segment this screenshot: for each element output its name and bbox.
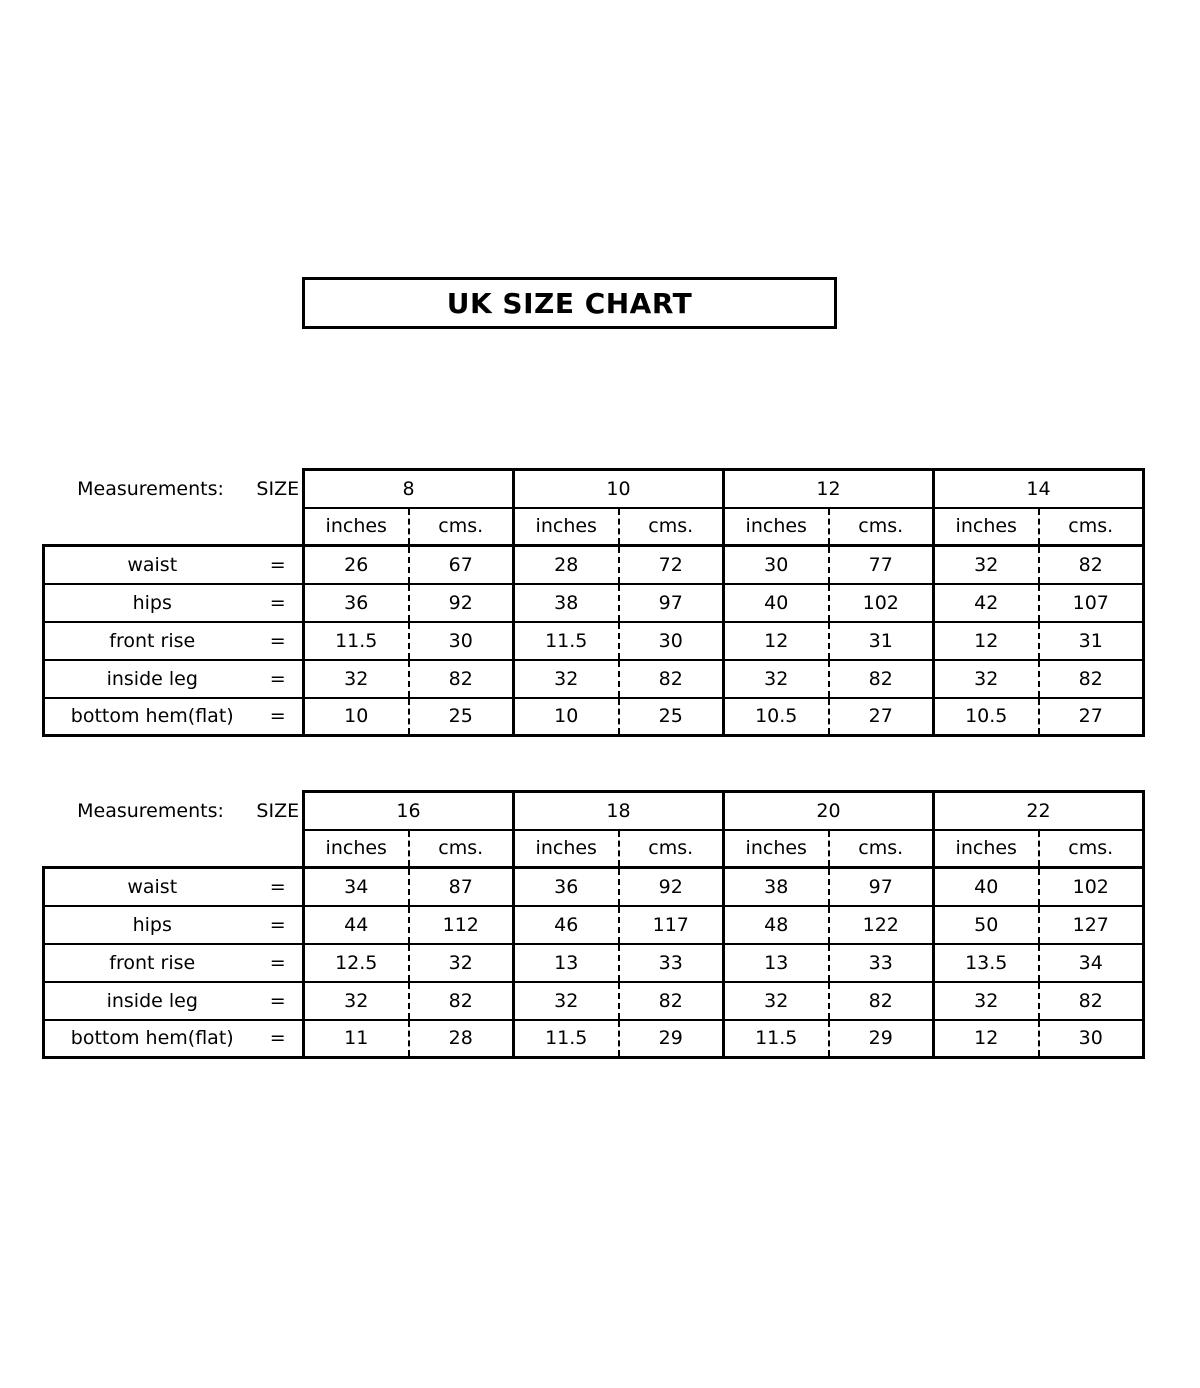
- value-cms: 82: [1039, 546, 1144, 584]
- equals-sign: =: [254, 546, 304, 584]
- table-row: [44, 660, 1144, 698]
- value-inches: 32: [724, 982, 829, 1020]
- value-inches: 36: [514, 868, 619, 906]
- value-cms: 117: [619, 906, 724, 944]
- measurement-label: front rise: [44, 944, 254, 982]
- table-row: [44, 1020, 1144, 1058]
- value-cms: 67: [409, 546, 514, 584]
- unit-header-inches: inches: [304, 508, 409, 546]
- spacer-cell: [254, 830, 304, 868]
- value-cms: 82: [409, 660, 514, 698]
- value-cms: 30: [619, 622, 724, 660]
- value-inches: 12: [934, 622, 1039, 660]
- measurement-label: inside leg: [44, 982, 254, 1020]
- value-inches: 12.5: [304, 944, 409, 982]
- value-cms: 82: [619, 982, 724, 1020]
- value-inches: 11.5: [514, 1020, 619, 1058]
- equals-sign: =: [254, 1020, 304, 1058]
- unit-header-cms: cms.: [1039, 830, 1144, 868]
- value-inches: 12: [724, 622, 829, 660]
- value-inches: 28: [514, 546, 619, 584]
- size-number-cell: 22: [934, 792, 1144, 830]
- value-inches: 11.5: [724, 1020, 829, 1058]
- value-inches: 10: [514, 698, 619, 736]
- spacer-cell: [44, 508, 254, 546]
- value-cms: 34: [1039, 944, 1144, 982]
- value-cms: 87: [409, 868, 514, 906]
- equals-sign: =: [254, 906, 304, 944]
- size-header-row: [44, 470, 1144, 508]
- value-cms: 97: [829, 868, 934, 906]
- table-row: [44, 622, 1144, 660]
- value-inches: 13.5: [934, 944, 1039, 982]
- value-cms: 107: [1039, 584, 1144, 622]
- value-cms: 82: [829, 660, 934, 698]
- value-cms: 72: [619, 546, 724, 584]
- equals-sign: =: [254, 584, 304, 622]
- unit-header-cms: cms.: [409, 830, 514, 868]
- value-inches: 42: [934, 584, 1039, 622]
- value-cms: 33: [619, 944, 724, 982]
- value-cms: 102: [829, 584, 934, 622]
- size-chart-table: [42, 468, 1145, 737]
- value-cms: 28: [409, 1020, 514, 1058]
- measurement-label: hips: [44, 906, 254, 944]
- value-cms: 82: [409, 982, 514, 1020]
- value-inches: 13: [514, 944, 619, 982]
- value-inches: 38: [724, 868, 829, 906]
- unit-header-row: [44, 830, 1144, 868]
- value-inches: 13: [724, 944, 829, 982]
- value-inches: 44: [304, 906, 409, 944]
- size-number-cell: 20: [724, 792, 934, 830]
- equals-sign: =: [254, 982, 304, 1020]
- size-number-cell: 12: [724, 470, 934, 508]
- size-table-block-2: [42, 790, 1142, 1059]
- unit-header-cms: cms.: [829, 508, 934, 546]
- value-inches: 36: [304, 584, 409, 622]
- equals-sign: =: [254, 660, 304, 698]
- measurements-header: Measurements:: [77, 477, 224, 500]
- measurement-label: hips: [44, 584, 254, 622]
- size-number-cell: 10: [514, 470, 724, 508]
- value-inches: 32: [514, 982, 619, 1020]
- value-inches: 40: [934, 868, 1039, 906]
- value-cms: 33: [829, 944, 934, 982]
- value-cms: 27: [1039, 698, 1144, 736]
- size-number-cell: 8: [304, 470, 514, 508]
- value-cms: 92: [409, 584, 514, 622]
- value-cms: 82: [829, 982, 934, 1020]
- value-inches: 11: [304, 1020, 409, 1058]
- measurements-header: Measurements:: [77, 799, 224, 822]
- size-number-cell: 16: [304, 792, 514, 830]
- value-cms: 27: [829, 698, 934, 736]
- value-inches: 32: [934, 660, 1039, 698]
- value-inches: 40: [724, 584, 829, 622]
- value-inches: 32: [934, 982, 1039, 1020]
- value-inches: 32: [304, 982, 409, 1020]
- unit-header-row: [44, 508, 1144, 546]
- measurement-label: bottom hem(flat): [44, 698, 254, 736]
- unit-header-cms: cms.: [619, 830, 724, 868]
- spacer-cell: [254, 508, 304, 546]
- unit-header-inches: inches: [724, 830, 829, 868]
- unit-header-cms: cms.: [619, 508, 724, 546]
- value-cms: 122: [829, 906, 934, 944]
- unit-header-inches: inches: [934, 508, 1039, 546]
- size-header-label: SIZE: [256, 477, 300, 500]
- value-cms: 31: [1039, 622, 1144, 660]
- size-chart-table: [42, 790, 1145, 1059]
- equals-sign: =: [254, 698, 304, 736]
- unit-header-inches: inches: [304, 830, 409, 868]
- value-inches: 26: [304, 546, 409, 584]
- measurement-label: inside leg: [44, 660, 254, 698]
- value-inches: 46: [514, 906, 619, 944]
- spacer-cell: [44, 830, 254, 868]
- value-cms: 25: [409, 698, 514, 736]
- value-cms: 30: [1039, 1020, 1144, 1058]
- value-inches: 12: [934, 1020, 1039, 1058]
- measurement-label: bottom hem(flat): [44, 1020, 254, 1058]
- size-header-label: SIZE: [256, 799, 300, 822]
- table-row: [44, 584, 1144, 622]
- value-inches: 10.5: [724, 698, 829, 736]
- value-inches: 34: [304, 868, 409, 906]
- value-inches: 32: [514, 660, 619, 698]
- equals-sign: =: [254, 868, 304, 906]
- table-row: [44, 546, 1144, 584]
- table-row: [44, 944, 1144, 982]
- value-cms: 31: [829, 622, 934, 660]
- value-cms: 97: [619, 584, 724, 622]
- unit-header-inches: inches: [934, 830, 1039, 868]
- value-inches: 10: [304, 698, 409, 736]
- size-number-cell: 18: [514, 792, 724, 830]
- equals-sign: =: [254, 944, 304, 982]
- measurement-label: waist: [44, 868, 254, 906]
- table-row: [44, 982, 1144, 1020]
- size-table-block-1: [42, 468, 1142, 737]
- value-inches: 48: [724, 906, 829, 944]
- measurement-label: waist: [44, 546, 254, 584]
- value-cms: 82: [619, 660, 724, 698]
- value-inches: 10.5: [934, 698, 1039, 736]
- unit-header-cms: cms.: [829, 830, 934, 868]
- unit-header-cms: cms.: [409, 508, 514, 546]
- value-cms: 29: [829, 1020, 934, 1058]
- chart-title-box: [302, 277, 837, 329]
- value-cms: 127: [1039, 906, 1144, 944]
- value-cms: 29: [619, 1020, 724, 1058]
- value-cms: 82: [1039, 982, 1144, 1020]
- value-inches: 38: [514, 584, 619, 622]
- measurement-label: front rise: [44, 622, 254, 660]
- unit-header-inches: inches: [724, 508, 829, 546]
- value-cms: 112: [409, 906, 514, 944]
- equals-sign: =: [254, 622, 304, 660]
- value-cms: 82: [1039, 660, 1144, 698]
- value-inches: 32: [724, 660, 829, 698]
- value-inches: 11.5: [514, 622, 619, 660]
- unit-header-inches: inches: [514, 508, 619, 546]
- value-cms: 25: [619, 698, 724, 736]
- value-cms: 30: [409, 622, 514, 660]
- table-row: [44, 868, 1144, 906]
- value-inches: 30: [724, 546, 829, 584]
- value-inches: 32: [304, 660, 409, 698]
- table-row: [44, 698, 1144, 736]
- unit-header-cms: cms.: [1039, 508, 1144, 546]
- value-cms: 92: [619, 868, 724, 906]
- table-row: [44, 906, 1144, 944]
- value-inches: 11.5: [304, 622, 409, 660]
- value-cms: 77: [829, 546, 934, 584]
- page-title: UK SIZE CHART: [446, 286, 693, 320]
- value-cms: 102: [1039, 868, 1144, 906]
- unit-header-inches: inches: [514, 830, 619, 868]
- size-number-cell: 14: [934, 470, 1144, 508]
- size-header-row: [44, 792, 1144, 830]
- value-inches: 50: [934, 906, 1039, 944]
- value-cms: 32: [409, 944, 514, 982]
- value-inches: 32: [934, 546, 1039, 584]
